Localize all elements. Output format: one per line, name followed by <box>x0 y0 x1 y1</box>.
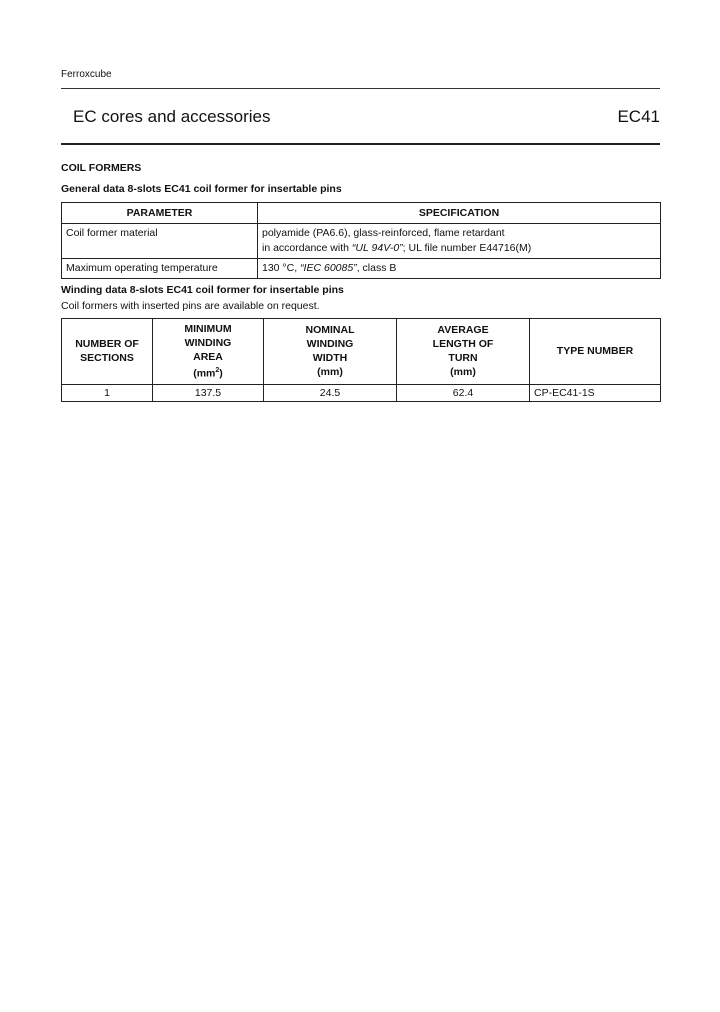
winding-data-table <box>61 318 661 402</box>
header-rule <box>61 88 660 89</box>
spec-standard: “IEC 60085” <box>300 262 357 274</box>
document-code: EC41 <box>617 107 660 126</box>
type-number-cell: CP-EC41-1S <box>530 384 661 401</box>
turn-length-cell: 62.4 <box>397 384 530 401</box>
parameter-cell: Coil former material <box>62 224 258 259</box>
document-title: EC cores and accessories <box>73 107 271 126</box>
spec-text: 130 °C, <box>262 262 301 274</box>
spec-text: in accordance with <box>262 242 352 254</box>
spec-text: polyamide (PA6.6), glass-reinforced, flame retardant <box>262 227 505 239</box>
type-number-header: TYPE NUMBER <box>530 319 661 385</box>
winding-area-header: MINIMUM WINDING AREA $(mm^2)$ <box>153 319 264 385</box>
table-row <box>62 384 661 401</box>
table-header-row <box>62 319 661 385</box>
specification-header: SPECIFICATION <box>258 203 661 224</box>
sections-cell: 1 <box>62 384 153 401</box>
table-row <box>62 259 661 279</box>
table-header-row <box>62 203 661 224</box>
spec-standard: “UL 94V-0” <box>351 242 403 254</box>
parameter-cell: Maximum operating temperature <box>62 259 258 279</box>
specification-cell <box>258 259 661 279</box>
parameter-header: PARAMETER <box>62 203 258 224</box>
spec-text: , class B <box>356 262 397 274</box>
company-name: Ferroxcube <box>61 69 112 80</box>
table-row <box>62 224 661 259</box>
sections-header: NUMBER OF SECTIONS <box>62 319 153 385</box>
title-rule <box>61 143 660 145</box>
specification-cell <box>258 224 661 259</box>
winding-area-cell: 137.5 <box>153 384 264 401</box>
winding-table-caption: Winding data 8-slots EC41 coil former for insertable pins <box>61 284 344 296</box>
winding-width-cell: 24.5 <box>264 384 397 401</box>
section-heading: COIL FORMERS <box>61 162 142 174</box>
general-data-table <box>61 202 661 279</box>
winding-table-note: Coil formers with inserted pins are available on request. <box>61 300 320 312</box>
turn-length-header: AVERAGE LENGTH OF TURN (mm) <box>397 319 530 385</box>
spec-text: ; UL file number E44716(M) <box>402 242 532 254</box>
general-table-caption: General data 8-slots EC41 coil former for insertable pins <box>61 183 342 195</box>
winding-width-header: NOMINAL WINDING WIDTH (mm) <box>264 319 397 385</box>
